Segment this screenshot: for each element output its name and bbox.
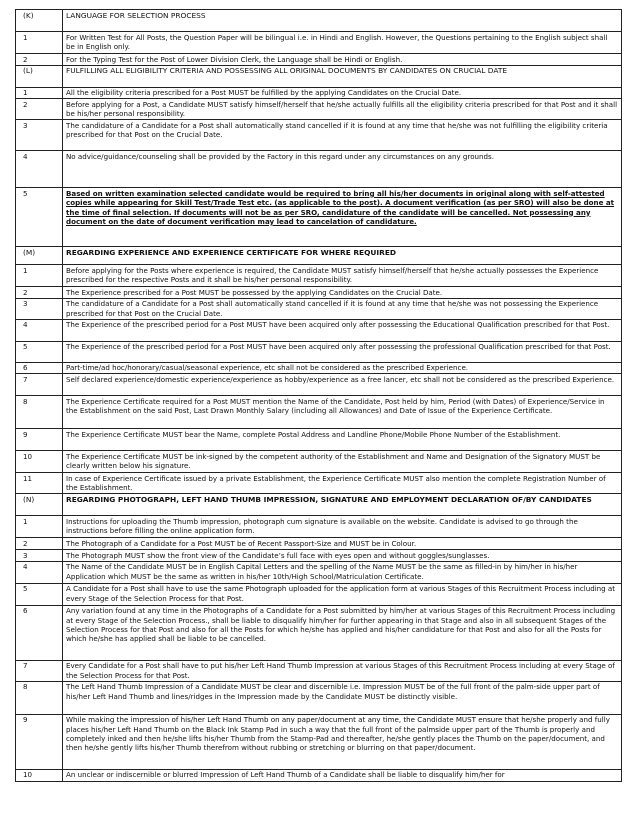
table-row [16, 561, 622, 583]
row-number: 3 [16, 120, 63, 151]
row-text: The Experience of the prescribed period for a Post MUST have been acquired only after possessing the Educational Qualification prescribed for that Post. [63, 319, 622, 341]
table-row [16, 151, 622, 188]
row-text: Self declared experience/domestic experience/experience as hobby/experience as a free lancer, etc shall not be considered as the prescribed Experience. [63, 374, 622, 396]
row-number: (N) [16, 494, 63, 516]
table-row [16, 362, 622, 374]
table-row [16, 319, 622, 341]
row-number: 1 [16, 516, 63, 538]
row-number: 6 [16, 605, 63, 660]
row-number: 4 [16, 151, 63, 188]
row-number: 2 [16, 287, 63, 299]
table-row [16, 769, 622, 781]
row-text: Instructions for uploading the Thumb impression, photograph cum signature is available on the website. Candidate is advised to go through the instructions before filling the online application form. [63, 516, 622, 538]
row-number: 5 [16, 583, 63, 605]
row-number: 8 [16, 681, 63, 714]
table-row [16, 87, 622, 99]
row-number: (M) [16, 247, 63, 265]
table-row [16, 32, 622, 54]
section-header-row [16, 10, 622, 32]
row-text: The Name of the Candidate MUST be in English Capital Letters and the spelling of the Name MUST be the same as filled-in by him/her in his/her Application which MUST be the same as written in his/her 10th/High School/Matriculation Certificate. [63, 561, 622, 583]
row-number: 2 [16, 99, 63, 120]
row-text: REGARDING PHOTOGRAPH, LEFT HAND THUMB IMPRESSION, SIGNATURE AND EMPLOYMENT DECLARATION OF/BY CANDIDATES [63, 494, 622, 516]
table-row [16, 660, 622, 681]
row-number: 9 [16, 429, 63, 451]
row-number: 1 [16, 265, 63, 287]
section-header-row [16, 494, 622, 516]
row-text: The candidature of a Candidate for a Post shall automatically stand cancelled if it is found at any time that he/she was not possessing the Experience prescribed for that Post on the Crucial Date. [63, 298, 622, 319]
row-number: 10 [16, 769, 63, 781]
table-row [16, 516, 622, 538]
row-number: 8 [16, 396, 63, 429]
table-row [16, 538, 622, 550]
row-text: The Experience Certificate MUST be ink-signed by the competent authority of the Establishment and Name and Designation of the Signatory MUST be clearly written below his signature. [63, 451, 622, 473]
row-number: (L) [16, 65, 63, 87]
row-text: For the Typing Test for the Post of Lower Division Clerk, the Language shall be Hindi or English. [63, 54, 622, 66]
section-header-row [16, 65, 622, 87]
row-text: The Experience Certificate required for a Post MUST mention the Name of the Candidate, Post held by him, Period (with Dates) of Experience/Service in the Establishment on the said Post, Last Drawn Monthly Salary (including all Allowances) and Date of Issue of the Experience Certificate. [63, 396, 622, 429]
row-number: 3 [16, 549, 63, 561]
table-row [16, 298, 622, 319]
row-number: 2 [16, 54, 63, 66]
row-text: For Written Test for All Posts, the Question Paper will be bilingual i.e. in Hindi and English. However, the Questions pertaining to the English subject shall be in English only. [63, 32, 622, 54]
row-text: Based on written examination selected candidate would be required to bring all his/her documents in original along with self-attested copies while appearing for Skill Test/Trade Test etc. (as applicable to the post). A document verification (as per SRO) will also be done at the time of final selection. If documents will not be as per SRO, candidature of the candidate will be cancelled. Not possessing any document on the date of document verification may lead to cancelation of candidature. [63, 188, 622, 247]
row-number: 1 [16, 32, 63, 54]
table-row [16, 396, 622, 429]
row-text: The Left Hand Thumb Impression of a Candidate MUST be clear and discernible i.e. Impression MUST be of the full front of the palm-side upper part of his/her Left Hand Thumb and lines/ridges in the Impression made by the Candidate MUST be distinctly visible. [63, 681, 622, 714]
row-number: 1 [16, 87, 63, 99]
row-number: 2 [16, 538, 63, 550]
table-row [16, 265, 622, 287]
table-row [16, 99, 622, 120]
table-row [16, 714, 622, 769]
table-row [16, 287, 622, 299]
row-text: The Experience Certificate MUST bear the Name, complete Postal Address and Landline Phone/Mobile Phone Number of the Establishment. [63, 429, 622, 451]
table-row [16, 583, 622, 605]
row-text: An unclear or indiscernible or blurred Impression of Left Hand Thumb of a Candidate shall be liable to disqualify him/her for [63, 769, 622, 781]
table-row [16, 54, 622, 66]
document-table [15, 9, 622, 782]
row-text: No advice/guidance/counseling shall be provided by the Factory in this regard under any circumstances on any grounds. [63, 151, 622, 188]
row-text: All the eligibility criteria prescribed for a Post MUST be fulfilled by the applying Candidates on the Crucial Date. [63, 87, 622, 99]
row-text: Part-time/ad hoc/honorary/casual/seasonal experience, etc shall not be considered as the prescribed Experience. [63, 362, 622, 374]
row-text: In case of Experience Certificate issued by a private Establishment, the Experience Certificate MUST also mention the complete Registration Number of the Establishment. [63, 473, 622, 494]
row-number: 3 [16, 298, 63, 319]
row-number: 7 [16, 660, 63, 681]
row-text: The Experience prescribed for a Post MUST be possessed by the applying Candidates on the Crucial Date. [63, 287, 622, 299]
row-number: 4 [16, 561, 63, 583]
row-text: A Candidate for a Post shall have to use the same Photograph uploaded for the application form at various Stages of this Recruitment Process including at every Stage of the Selection Process for that Post. [63, 583, 622, 605]
row-number: 7 [16, 374, 63, 396]
row-number: 4 [16, 319, 63, 341]
table-row [16, 188, 622, 247]
row-text: LANGUAGE FOR SELECTION PROCESS [63, 10, 622, 32]
row-number: 11 [16, 473, 63, 494]
row-text: Before applying for the Posts where experience is required, the Candidate MUST satisfy himself/herself that he/she actually possesses the Experience prescribed for the respective Posts and it shall be his/her personal responsibility. [63, 265, 622, 287]
row-text: The Photograph MUST show the front view of the Candidate’s full face with eyes open and without goggles/sunglasses. [63, 549, 622, 561]
table-row [16, 429, 622, 451]
table-row [16, 341, 622, 362]
row-number: 6 [16, 362, 63, 374]
row-text: Any variation found at any time in the Photographs of a Candidate for a Post submitted by him/her at various Stages of this Recruitment Process including at every Stage of the Selection Process., shall be liable to disqualify him/her for further appearing in that Stage and also in all subsequent Stages of the Selection Process for that Post and also for all the Posts for which he/she has applied and his/her candidature for that Post and also for all the Posts for which he/she has applied shall be liable to be cancelled. [63, 605, 622, 660]
row-text: The Experience of the prescribed period for a Post MUST have been acquired only after possessing the professional Qualification prescribed for that Post. [63, 341, 622, 362]
row-text: While making the impression of his/her Left Hand Thumb on any paper/document at any time, the Candidate MUST ensure that he/she properly and fully places his/her Left Hand Thumb on the Black Ink Stamp Pad in such a way that the full front of the palmside upper part of the Thumb is properly and completely inked and then he/she lifts his/her Thumb from the Stamp-Pad and thereafter, he/she gently places the Thumb on the paper/document, and then he/she gently lifts his/her Thumb therefrom without rubbing or stretching or blurring on that paper/document. [63, 714, 622, 769]
row-number: 10 [16, 451, 63, 473]
row-number: 9 [16, 714, 63, 769]
table-row [16, 473, 622, 494]
section-header-row [16, 247, 622, 265]
row-text: The candidature of a Candidate for a Post shall automatically stand cancelled if it is found at any time that he/she was not fulfilling the eligibility criteria prescribed for that Post on the Crucial Date. [63, 120, 622, 151]
row-text: Every Candidate for a Post shall have to put his/her Left Hand Thumb Impression at various Stages of this Recruitment Process including at every Stage of the Selection Process for that Post. [63, 660, 622, 681]
row-text: REGARDING EXPERIENCE AND EXPERIENCE CERTIFICATE FOR WHERE REQUIRED [63, 247, 622, 265]
table-row [16, 120, 622, 151]
table-row [16, 374, 622, 396]
table-row [16, 605, 622, 660]
table-row [16, 681, 622, 714]
row-number: (K) [16, 10, 63, 32]
row-number: 5 [16, 188, 63, 247]
row-text: Before applying for a Post, a Candidate MUST satisfy himself/herself that he/she actually fulfills all the eligibility criteria prescribed for that Post and it shall be his/her personal responsibility. [63, 99, 622, 120]
row-text: FULFILLING ALL ELIGIBILITY CRITERIA AND POSSESSING ALL ORIGINAL DOCUMENTS BY CANDIDATES ON CRUCIAL DATE [63, 65, 622, 87]
row-number: 5 [16, 341, 63, 362]
table-row [16, 549, 622, 561]
row-text: The Photograph of a Candidate for a Post MUST be of Recent Passport-Size and MUST be in Colour. [63, 538, 622, 550]
table-row [16, 451, 622, 473]
